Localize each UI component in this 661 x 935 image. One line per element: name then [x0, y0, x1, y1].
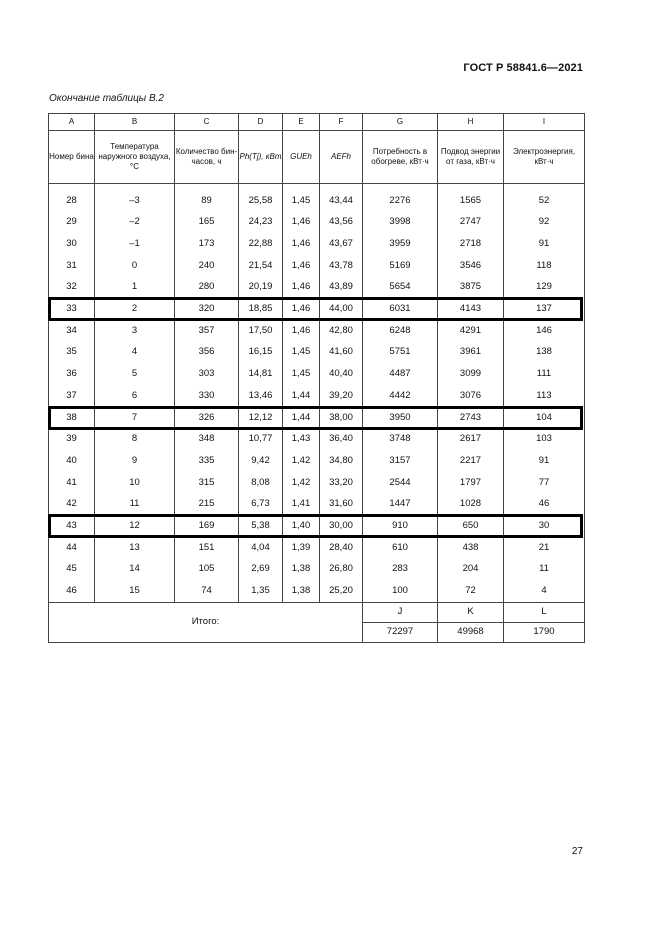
table-caption: Окончание таблицы В.2 — [49, 93, 164, 104]
table-row — [49, 559, 585, 581]
table-row — [49, 580, 585, 602]
row-highlight-frame — [48, 297, 583, 321]
table-cell: 5,38 — [239, 515, 283, 537]
table-cell: 1,39 — [283, 537, 320, 559]
table-cell: 46 — [49, 580, 95, 602]
data-table — [48, 113, 585, 643]
table-cell: 138 — [504, 342, 585, 364]
table-cell: 25,20 — [320, 580, 363, 602]
table-cell: 3950 — [363, 407, 438, 429]
table-cell: 1,45 — [283, 364, 320, 386]
table-cell: 9 — [95, 450, 175, 472]
table-cell: 610 — [363, 537, 438, 559]
row-highlight-frame — [48, 514, 583, 538]
table-cell: 910 — [363, 515, 438, 537]
table-cell: 77 — [504, 472, 585, 494]
table-cell: 38,00 — [320, 407, 363, 429]
table-cell: 92 — [504, 212, 585, 234]
table-cell: 3546 — [438, 255, 504, 277]
table-cell: 3099 — [438, 364, 504, 386]
table-cell: 7 — [95, 407, 175, 429]
table-cell: 6,73 — [239, 494, 283, 516]
total-value: 1790 — [504, 623, 585, 643]
table-cell: 43,78 — [320, 255, 363, 277]
table-cell: 137 — [504, 298, 585, 320]
table-cell: 74 — [175, 580, 239, 602]
table-cell: 91 — [504, 450, 585, 472]
table-cell: 4,04 — [239, 537, 283, 559]
table-cell: 3 — [95, 320, 175, 342]
column-letter: I — [504, 114, 585, 131]
page-number: 27 — [571, 846, 583, 857]
table-cell: 11 — [504, 559, 585, 581]
table-cell: 43 — [49, 515, 95, 537]
table-row — [49, 342, 585, 364]
table-cell: 357 — [175, 320, 239, 342]
table-cell: 335 — [175, 450, 239, 472]
table-cell: 320 — [175, 298, 239, 320]
table-cell: 21 — [504, 537, 585, 559]
table-cell: 240 — [175, 255, 239, 277]
column-letter: G — [363, 114, 438, 131]
table-cell: 37 — [49, 385, 95, 407]
table-cell: 43,44 — [320, 190, 363, 212]
table-cell: 14,81 — [239, 364, 283, 386]
table-cell: 15 — [95, 580, 175, 602]
table-cell: 4487 — [363, 364, 438, 386]
table-cell: 36,40 — [320, 429, 363, 451]
table-cell: 10,77 — [239, 429, 283, 451]
table-cell: –3 — [95, 190, 175, 212]
table-cell: 3961 — [438, 342, 504, 364]
table-cell: 21,54 — [239, 255, 283, 277]
table-cell: 42,80 — [320, 320, 363, 342]
table-cell: 12,12 — [239, 407, 283, 429]
table-cell: 146 — [504, 320, 585, 342]
table-cell: 2747 — [438, 212, 504, 234]
table-row — [49, 537, 585, 559]
table-cell: 118 — [504, 255, 585, 277]
table-cell: –1 — [95, 233, 175, 255]
table-row — [49, 494, 585, 516]
table-cell: 173 — [175, 233, 239, 255]
table-cell: 2617 — [438, 429, 504, 451]
table-cell: 10 — [95, 472, 175, 494]
total-letter: J — [363, 603, 438, 623]
column-header: Электроэнергия, кВт·ч — [504, 131, 585, 184]
table-cell: 29 — [49, 212, 95, 234]
column-header: AEFh — [320, 131, 363, 184]
table-cell: 2,69 — [239, 559, 283, 581]
table-cell: 4143 — [438, 298, 504, 320]
table-cell: 5751 — [363, 342, 438, 364]
table-cell: 30 — [504, 515, 585, 537]
table-cell: 17,50 — [239, 320, 283, 342]
column-letters-row — [49, 114, 585, 131]
table-cell: 1,46 — [283, 255, 320, 277]
table-cell: 3959 — [363, 233, 438, 255]
table-cell: 18,85 — [239, 298, 283, 320]
column-header: Количество бин-часов, ч — [175, 131, 239, 184]
table-cell: 28,40 — [320, 537, 363, 559]
table-cell: 12 — [95, 515, 175, 537]
table-cell: 283 — [363, 559, 438, 581]
table-cell: 3157 — [363, 450, 438, 472]
table-cell: 2276 — [363, 190, 438, 212]
table-cell: 44,00 — [320, 298, 363, 320]
table-cell: 33,20 — [320, 472, 363, 494]
table-cell: 348 — [175, 429, 239, 451]
table-cell: 30,00 — [320, 515, 363, 537]
table-cell: 5654 — [363, 277, 438, 299]
table-cell: 1,40 — [283, 515, 320, 537]
table-cell: 4291 — [438, 320, 504, 342]
table-cell: 204 — [438, 559, 504, 581]
table-cell: 151 — [175, 537, 239, 559]
table-cell: 103 — [504, 429, 585, 451]
table-cell: 41,60 — [320, 342, 363, 364]
table-row — [49, 364, 585, 386]
table-cell: 1,42 — [283, 472, 320, 494]
column-header: Температура наружного воздуха, °С — [95, 131, 175, 184]
table-cell: 169 — [175, 515, 239, 537]
table-cell: 330 — [175, 385, 239, 407]
total-value: 49968 — [438, 623, 504, 643]
table-cell: 215 — [175, 494, 239, 516]
table-cell: –2 — [95, 212, 175, 234]
table-row — [49, 429, 585, 451]
table-row — [49, 255, 585, 277]
table-cell: 34,80 — [320, 450, 363, 472]
table-cell: 2718 — [438, 233, 504, 255]
table-cell: 4 — [504, 580, 585, 602]
table-cell: 1,43 — [283, 429, 320, 451]
table-cell: 5169 — [363, 255, 438, 277]
table-cell: 44 — [49, 537, 95, 559]
table-cell: 38 — [49, 407, 95, 429]
table-cell: 165 — [175, 212, 239, 234]
table-cell: 1,45 — [283, 190, 320, 212]
table-row — [49, 190, 585, 212]
table-cell: 43,67 — [320, 233, 363, 255]
table-cell: 104 — [504, 407, 585, 429]
total-value: 72297 — [363, 623, 438, 643]
table-cell: 1565 — [438, 190, 504, 212]
column-letter: H — [438, 114, 504, 131]
table-cell: 20,19 — [239, 277, 283, 299]
table-cell: 35 — [49, 342, 95, 364]
column-header: GUEh — [283, 131, 320, 184]
table-cell: 1,38 — [283, 559, 320, 581]
column-header: Номер бина — [49, 131, 95, 184]
table-cell: 24,23 — [239, 212, 283, 234]
table-cell: 30 — [49, 233, 95, 255]
table-cell: 650 — [438, 515, 504, 537]
table-cell: 1,46 — [283, 212, 320, 234]
table-cell: 25,58 — [239, 190, 283, 212]
table-cell: 105 — [175, 559, 239, 581]
column-header: Потребность в обогреве, кВт·ч — [363, 131, 438, 184]
table-cell: 11 — [95, 494, 175, 516]
table-cell: 3998 — [363, 212, 438, 234]
table-cell: 280 — [175, 277, 239, 299]
table-cell: 1 — [95, 277, 175, 299]
table-cell: 1,42 — [283, 450, 320, 472]
table-cell: 39 — [49, 429, 95, 451]
table-cell: 111 — [504, 364, 585, 386]
table-cell: 91 — [504, 233, 585, 255]
table-cell: 5 — [95, 364, 175, 386]
table-cell: 356 — [175, 342, 239, 364]
table-cell: 100 — [363, 580, 438, 602]
table-cell: 0 — [95, 255, 175, 277]
standard-designation: ГОСТ Р 58841.6—2021 — [463, 62, 583, 74]
table-cell: 4 — [95, 342, 175, 364]
table-cell: 42 — [49, 494, 95, 516]
total-letter: K — [438, 603, 504, 623]
table-row — [49, 385, 585, 407]
table-cell: 1,46 — [283, 277, 320, 299]
table-cell: 1,38 — [283, 580, 320, 602]
table-cell: 28 — [49, 190, 95, 212]
table-cell: 31 — [49, 255, 95, 277]
table-cell: 1447 — [363, 494, 438, 516]
table-cell: 33 — [49, 298, 95, 320]
table-cell: 1,41 — [283, 494, 320, 516]
table-cell: 52 — [504, 190, 585, 212]
table-cell: 1028 — [438, 494, 504, 516]
table-row — [49, 320, 585, 342]
table-cell: 303 — [175, 364, 239, 386]
table-cell: 41 — [49, 472, 95, 494]
table-cell: 1,46 — [283, 298, 320, 320]
column-letter: A — [49, 114, 95, 131]
table-cell: 43,56 — [320, 212, 363, 234]
table-cell: 45 — [49, 559, 95, 581]
table-cell: 1,46 — [283, 233, 320, 255]
table-cell: 4442 — [363, 385, 438, 407]
table-cell: 16,15 — [239, 342, 283, 364]
table-row — [49, 277, 585, 299]
table-cell: 1,44 — [283, 407, 320, 429]
table-cell: 2743 — [438, 407, 504, 429]
column-header: Подвод энергии от газа, кВт·ч — [438, 131, 504, 184]
row-highlight-frame — [48, 406, 583, 430]
column-letter: C — [175, 114, 239, 131]
table-cell: 315 — [175, 472, 239, 494]
table-cell: 1797 — [438, 472, 504, 494]
table-cell: 46 — [504, 494, 585, 516]
table-cell: 1,45 — [283, 342, 320, 364]
table-cell: 2 — [95, 298, 175, 320]
table-row — [49, 472, 585, 494]
table-cell: 13,46 — [239, 385, 283, 407]
table-row — [49, 212, 585, 234]
table-cell: 9,42 — [239, 450, 283, 472]
table-cell: 1,44 — [283, 385, 320, 407]
table-cell: 438 — [438, 537, 504, 559]
column-letter: E — [283, 114, 320, 131]
table-cell: 31,60 — [320, 494, 363, 516]
table-cell: 326 — [175, 407, 239, 429]
table-cell: 8,08 — [239, 472, 283, 494]
table-cell: 6248 — [363, 320, 438, 342]
table-cell: 32 — [49, 277, 95, 299]
table-row — [49, 450, 585, 472]
column-letter: F — [320, 114, 363, 131]
table-cell: 3748 — [363, 429, 438, 451]
header-row — [49, 131, 585, 184]
table-row — [49, 233, 585, 255]
table-cell: 129 — [504, 277, 585, 299]
table-cell: 3875 — [438, 277, 504, 299]
total-letters-row — [49, 603, 585, 623]
table-cell: 36 — [49, 364, 95, 386]
table-cell: 26,80 — [320, 559, 363, 581]
table-cell: 8 — [95, 429, 175, 451]
table-cell: 43,89 — [320, 277, 363, 299]
table-cell: 89 — [175, 190, 239, 212]
table-cell: 40 — [49, 450, 95, 472]
table-cell: 14 — [95, 559, 175, 581]
table-cell: 1,35 — [239, 580, 283, 602]
total-label: Итого: — [49, 603, 363, 643]
table-cell: 2217 — [438, 450, 504, 472]
table-cell: 72 — [438, 580, 504, 602]
table-cell: 1,46 — [283, 320, 320, 342]
table-cell: 3076 — [438, 385, 504, 407]
table-cell: 6031 — [363, 298, 438, 320]
table-cell: 113 — [504, 385, 585, 407]
total-letter: L — [504, 603, 585, 623]
table-cell: 22,88 — [239, 233, 283, 255]
column-letter: D — [239, 114, 283, 131]
table-cell: 34 — [49, 320, 95, 342]
table-cell: 40,40 — [320, 364, 363, 386]
table-cell: 13 — [95, 537, 175, 559]
column-letter: B — [95, 114, 175, 131]
table-cell: 6 — [95, 385, 175, 407]
table-cell: 39,20 — [320, 385, 363, 407]
table-cell: 2544 — [363, 472, 438, 494]
column-header: Ph(Tj), кВт — [239, 131, 283, 184]
